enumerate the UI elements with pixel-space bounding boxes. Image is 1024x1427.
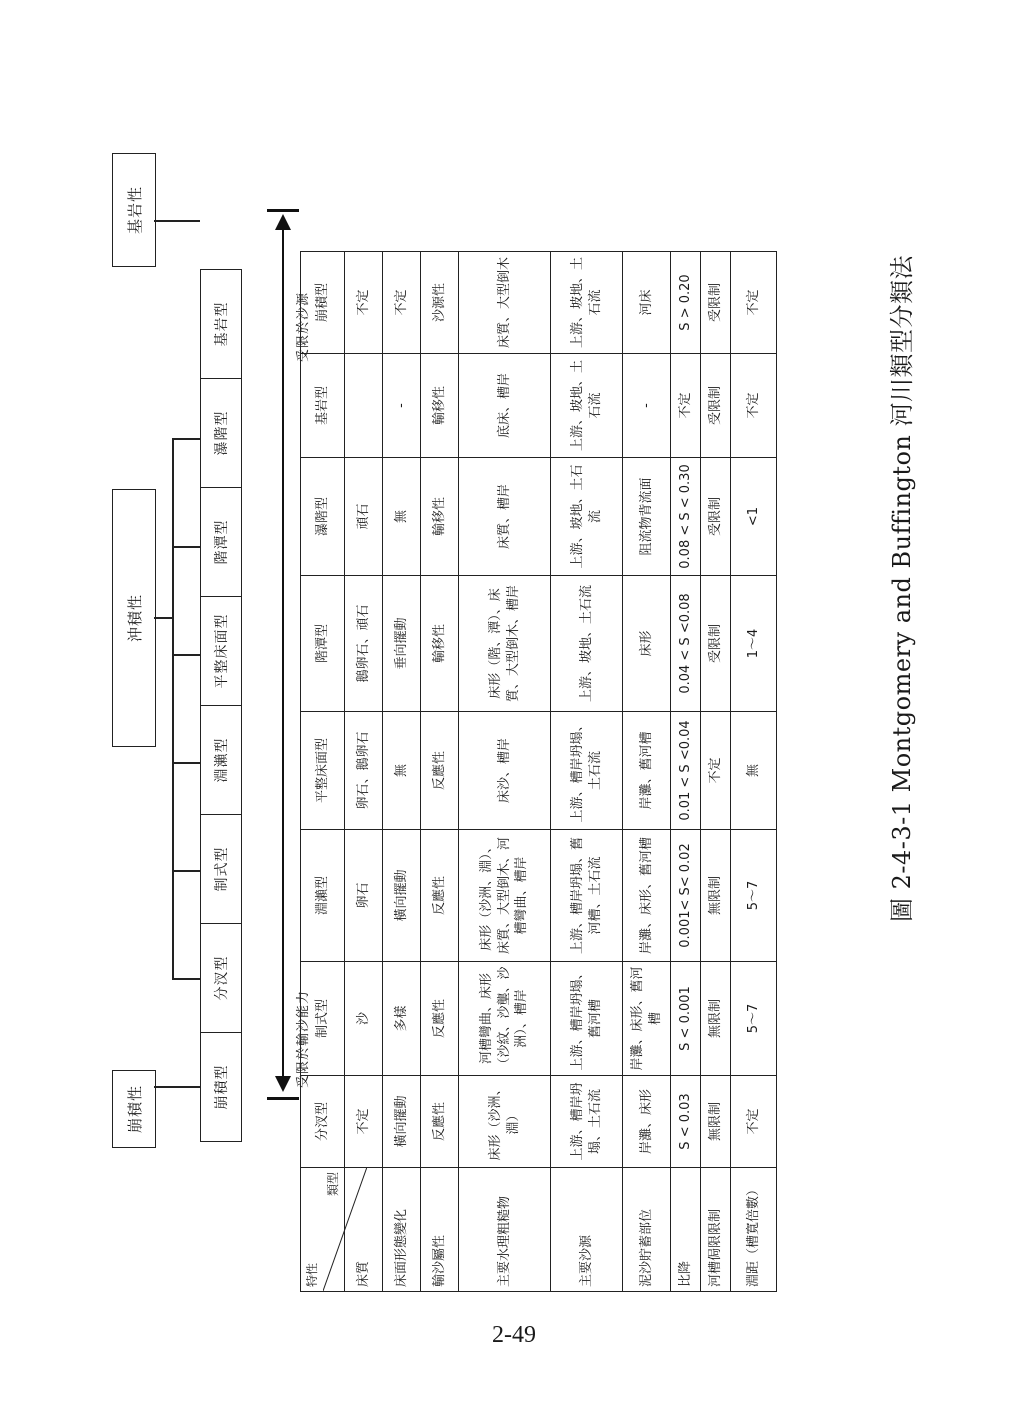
table-cell: 反應性 — [421, 712, 459, 830]
table-cell: 輸移性 — [421, 576, 459, 712]
table-cell: - — [623, 354, 671, 458]
table-cell: 河槽彎曲、床形（沙紋、沙壟、沙洲）、槽岸 — [459, 962, 551, 1076]
table-cell: S > 0.20 — [671, 252, 701, 354]
table-cell: 無 — [731, 712, 777, 830]
category-bedrock-box — [112, 153, 156, 267]
row-label: 泥沙貯蓄部位 — [623, 1168, 671, 1292]
table-cell: 上游、坡地、土石流 — [551, 458, 623, 576]
type-box: 分汊型 — [200, 923, 242, 1032]
connector-type-2 — [172, 979, 200, 981]
type-box: 階潭型 — [200, 487, 242, 596]
transport-arrow-line — [282, 230, 284, 1078]
table-cell — [345, 354, 383, 458]
table-cell: 床質、槽岸 — [459, 458, 551, 576]
table-cell: 0.08 < S < 0.30 — [671, 458, 701, 576]
table-cell: 受限制 — [701, 354, 731, 458]
table-cell: <1 — [731, 458, 777, 576]
column-header: 崩積型 — [301, 252, 345, 354]
table-row — [551, 252, 623, 1292]
row-label: 輸沙屬性 — [421, 1168, 459, 1292]
table-cell: 床質、大型倒木 — [459, 252, 551, 354]
table-cell: 沙源性 — [421, 252, 459, 354]
table-cell: 阻流物背流面 — [623, 458, 671, 576]
arrow-right-endbar — [267, 209, 299, 212]
table-cell: S < 0.001 — [671, 962, 701, 1076]
table-cell: 岸灘、床形、舊河槽 — [623, 830, 671, 962]
column-header: 基岩型 — [301, 354, 345, 458]
rotated-figure — [112, 152, 962, 1302]
table-cell: 輸移性 — [421, 354, 459, 458]
arrow-right-head-icon — [275, 214, 291, 230]
table-cell: 沙 — [345, 962, 383, 1076]
connector-type-4 — [172, 763, 200, 765]
table-cell: 底床、槽岸 — [459, 354, 551, 458]
table-cell: 無限制 — [701, 1076, 731, 1168]
connector-alluvial-stem — [154, 618, 172, 620]
connector-type-5 — [172, 655, 200, 657]
column-header: 分汊型 — [301, 1076, 345, 1168]
table-cell: 無限制 — [701, 962, 731, 1076]
table-cell: 不定 — [701, 712, 731, 830]
table-cell: 床沙、槽岸 — [459, 712, 551, 830]
table-cell: 不定 — [345, 1076, 383, 1168]
column-header: 瀑階型 — [301, 458, 345, 576]
table-cell: 床形（階、潭）、床質、大型倒木、槽岸 — [459, 576, 551, 712]
classification-table — [300, 251, 777, 1292]
table-cell: 受限制 — [701, 576, 731, 712]
category-alluvial-label: 沖積性 — [125, 594, 144, 643]
corner-property-label: 特性 — [305, 1262, 320, 1287]
row-label: 床質 — [345, 1168, 383, 1292]
table-row — [459, 252, 551, 1292]
table-cell: 5～7 — [731, 962, 777, 1076]
table-row — [345, 252, 383, 1292]
table-cell: 上游、槽岸坍塌、土石流 — [551, 712, 623, 830]
row-label: 河槽侷限限制 — [701, 1168, 731, 1292]
table-row — [701, 252, 731, 1292]
type-box: 制式型 — [200, 814, 242, 923]
category-colluvial-box — [112, 1070, 156, 1148]
row-label: 主要沙源 — [551, 1168, 623, 1292]
table-cell: - — [383, 354, 421, 458]
table-cell: 床形（沙洲、淵） — [459, 1076, 551, 1168]
connector-type-6 — [172, 547, 200, 549]
table-cell: 上游、坡地、土石流 — [551, 354, 623, 458]
column-header: 階潭型 — [301, 576, 345, 712]
table-cell: 1～4 — [731, 576, 777, 712]
corner-type-label: 類型 — [325, 1172, 340, 1197]
table-cell: 無 — [383, 712, 421, 830]
table-row — [623, 252, 671, 1292]
row-label: 主要水理粗糙物 — [459, 1168, 551, 1292]
table-row — [731, 252, 777, 1292]
connector-type-7 — [172, 439, 200, 441]
arrow-left-endbar — [267, 1097, 299, 1100]
table-cell: 5～7 — [731, 830, 777, 962]
arrow-left-label: 受限於輸沙能力 — [296, 989, 311, 1088]
figure-caption: 圖 2-4-3-1 Montgomery and Buffington 河川類型分類法 — [888, 254, 916, 922]
table-cell: S < 0.03 — [671, 1076, 701, 1168]
category-alluvial-box — [112, 489, 156, 747]
table-cell: 床形 — [623, 576, 671, 712]
connector-type-3 — [172, 871, 200, 873]
connector-bedrock — [154, 221, 200, 223]
table-cell: 上游、槽岸坍塌、舊河槽、土石流 — [551, 830, 623, 962]
table-cell: 不定 — [731, 252, 777, 354]
type-box: 淵瀨型 — [200, 705, 242, 814]
type-box: 瀑階型 — [200, 378, 242, 487]
table-cell: 受限制 — [701, 458, 731, 576]
table-cell: 無 — [383, 458, 421, 576]
table-cell: 不定 — [731, 1076, 777, 1168]
row-label: 淵距（槽寬倍數） — [731, 1168, 777, 1292]
table-row — [671, 252, 701, 1292]
category-bedrock-label: 基岩性 — [125, 186, 144, 235]
table-header-row — [301, 252, 345, 1292]
arrow-left-head-icon — [275, 1076, 291, 1092]
table-cell: 不定 — [383, 252, 421, 354]
table-cell: 岸灘、床形 — [623, 1076, 671, 1168]
table-cell: 床形（沙洲、淵）、床質、大型倒木、河槽彎曲、槽岸 — [459, 830, 551, 962]
type-box: 平整床面型 — [200, 596, 242, 705]
column-header: 平整床面型 — [301, 712, 345, 830]
table-corner-cell — [301, 1168, 345, 1292]
category-colluvial-label: 崩積性 — [125, 1085, 144, 1134]
connector-colluvial — [154, 1087, 200, 1089]
table-cell: 卵石 — [345, 830, 383, 962]
table-cell: 卵石、鵝卵石 — [345, 712, 383, 830]
table-cell: 0.04 < S <0.08 — [671, 576, 701, 712]
table-cell: 岸灘、舊河槽 — [623, 712, 671, 830]
table-cell: 0.01 < S <0.04 — [671, 712, 701, 830]
connector-alluvial-bar — [172, 438, 174, 980]
table-cell: 上游、坡地、土石流 — [551, 576, 623, 712]
table-cell: 反應性 — [421, 830, 459, 962]
table-cell: 不定 — [671, 354, 701, 458]
table-cell: 橫向擺動 — [383, 830, 421, 962]
type-box: 基岩型 — [200, 269, 242, 378]
channel-types-row — [200, 269, 242, 1142]
row-label: 床面形態變化 — [383, 1168, 421, 1292]
table-cell: 橫向擺動 — [383, 1076, 421, 1168]
table-cell: 多樣 — [383, 962, 421, 1076]
table-cell: 不定 — [345, 252, 383, 354]
table-cell: 上游、坡地、土石流 — [551, 252, 623, 354]
column-header: 制式型 — [301, 962, 345, 1076]
table-row — [383, 252, 421, 1292]
table-cell: 輸移性 — [421, 458, 459, 576]
type-box: 崩積型 — [200, 1032, 242, 1142]
table-cell: 頑石 — [345, 458, 383, 576]
page-number: 2-49 — [492, 1322, 536, 1348]
table-cell: 受限制 — [701, 252, 731, 354]
table-cell: 岸灘、床形、舊河槽 — [623, 962, 671, 1076]
row-label: 比降 — [671, 1168, 701, 1292]
table-cell: 上游、槽岸坍塌、土石流 — [551, 1076, 623, 1168]
table-cell: 無限制 — [701, 830, 731, 962]
table-row — [421, 252, 459, 1292]
column-header: 淵瀨型 — [301, 830, 345, 962]
table-cell: 垂向擺動 — [383, 576, 421, 712]
table-cell: 鵝卵石、頑石 — [345, 576, 383, 712]
arrow-right-label: 受限於沙源 — [296, 291, 311, 362]
table-cell: 0.001< S< 0.02 — [671, 830, 701, 962]
table-cell: 反應性 — [421, 962, 459, 1076]
table-cell: 上游、槽岸坍塌、舊河槽 — [551, 962, 623, 1076]
table-cell: 反應性 — [421, 1076, 459, 1168]
table-cell: 河床 — [623, 252, 671, 354]
table-cell: 不定 — [731, 354, 777, 458]
